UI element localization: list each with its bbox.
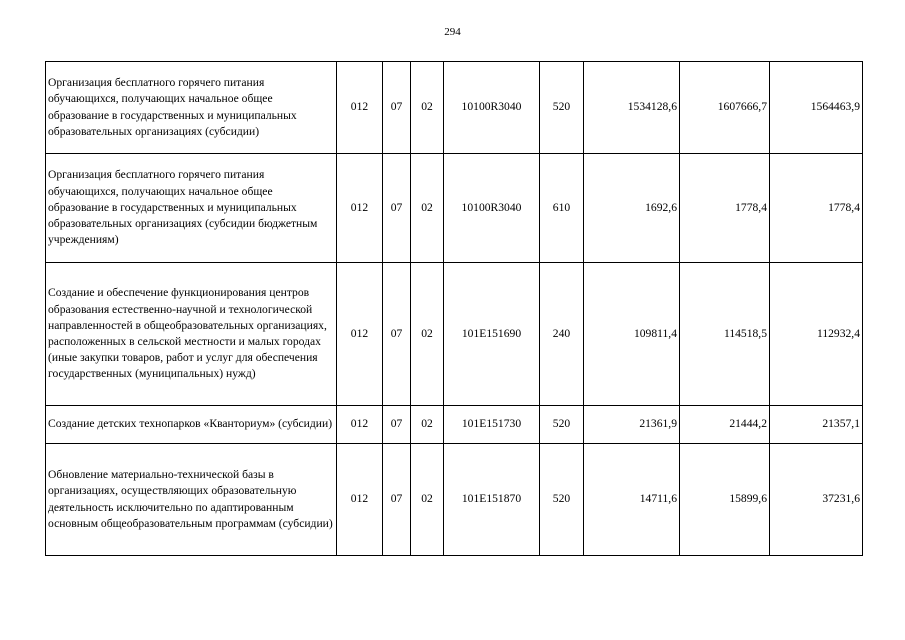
amount-year-3: 1778,4 xyxy=(770,154,863,263)
amount-year-1: 109811,4 xyxy=(584,263,680,406)
amount-year-1: 14711,6 xyxy=(584,444,680,556)
table-row xyxy=(46,406,863,444)
expense-type-code: 520 xyxy=(540,406,584,444)
target-article-code: 10100R3040 xyxy=(444,154,540,263)
row-description: Организация бесплатного горячего питания обучающихся, получающих начальное общее образование в государственных и муниципальных образовательных организациях (субсидии бюджетным учреждениям) xyxy=(46,154,337,263)
table-row xyxy=(46,263,863,406)
section-code: 07 xyxy=(383,406,411,444)
row-description: Создание детских технопарков «Кванториум» (субсидии) xyxy=(46,406,337,444)
row-description: Обновление материально-технической базы в организациях, осуществляющих образовательную деятельность исключительно по адаптированным основным общеобразовательным программам (субсидии) xyxy=(46,444,337,556)
target-article-code: 10100R3040 xyxy=(444,62,540,154)
amount-year-2: 21444,2 xyxy=(680,406,770,444)
target-article-code: 101E151730 xyxy=(444,406,540,444)
table-row xyxy=(46,444,863,556)
amount-year-3: 21357,1 xyxy=(770,406,863,444)
section-code: 07 xyxy=(383,263,411,406)
row-description: Создание и обеспечение функционирования центров образования естественно-научной и технологической направленностей в общеобразовательных организациях, расположенных в сельской местности и малых городах (иные закупки товаров, работ и услуг для обеспечения государственных (муниципальных) нужд) xyxy=(46,263,337,406)
section-code: 07 xyxy=(383,154,411,263)
subsection-code: 02 xyxy=(411,406,444,444)
amount-year-1: 1692,6 xyxy=(584,154,680,263)
amount-year-1: 21361,9 xyxy=(584,406,680,444)
subsection-code: 02 xyxy=(411,154,444,263)
ministry-code: 012 xyxy=(337,263,383,406)
target-article-code: 101E151870 xyxy=(444,444,540,556)
page-number: 294 xyxy=(444,26,461,38)
expense-type-code: 520 xyxy=(540,444,584,556)
subsection-code: 02 xyxy=(411,263,444,406)
amount-year-3: 1564463,9 xyxy=(770,62,863,154)
amount-year-3: 112932,4 xyxy=(770,263,863,406)
expense-type-code: 240 xyxy=(540,263,584,406)
ministry-code: 012 xyxy=(337,444,383,556)
ministry-code: 012 xyxy=(337,154,383,263)
ministry-code: 012 xyxy=(337,406,383,444)
target-article-code: 101E151690 xyxy=(444,263,540,406)
subsection-code: 02 xyxy=(411,62,444,154)
expense-type-code: 610 xyxy=(540,154,584,263)
section-code: 07 xyxy=(383,62,411,154)
subsection-code: 02 xyxy=(411,444,444,556)
amount-year-2: 15899,6 xyxy=(680,444,770,556)
table-row xyxy=(46,154,863,263)
section-code: 07 xyxy=(383,444,411,556)
expense-type-code: 520 xyxy=(540,62,584,154)
amount-year-2: 1778,4 xyxy=(680,154,770,263)
amount-year-1: 1534128,6 xyxy=(584,62,680,154)
budget-table xyxy=(45,61,863,556)
row-description: Организация бесплатного горячего питания обучающихся, получающих начальное общее образование в государственных и муниципальных образовательных организациях (субсидии) xyxy=(46,62,337,154)
amount-year-2: 114518,5 xyxy=(680,263,770,406)
amount-year-3: 37231,6 xyxy=(770,444,863,556)
amount-year-2: 1607666,7 xyxy=(680,62,770,154)
ministry-code: 012 xyxy=(337,62,383,154)
table-row xyxy=(46,62,863,154)
